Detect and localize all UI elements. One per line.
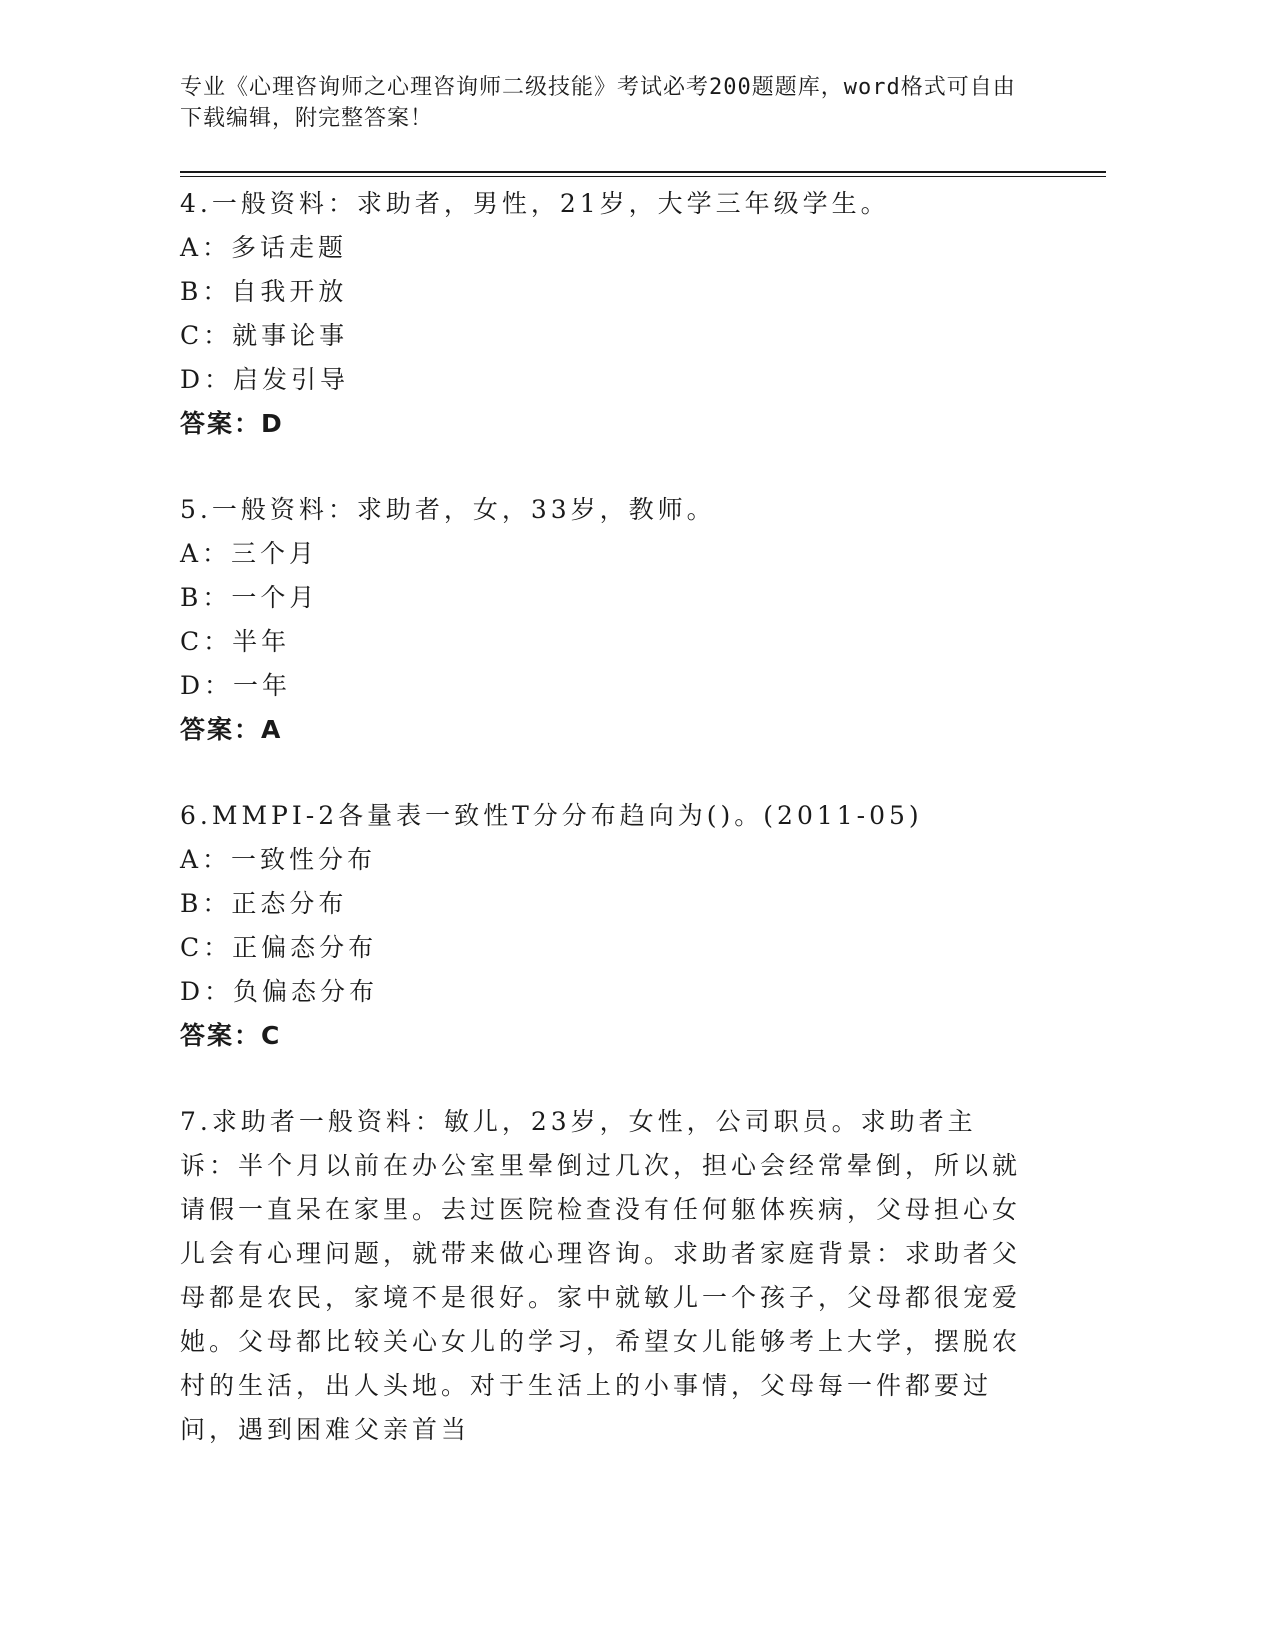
answer-label: 答案： [180, 409, 262, 438]
answer-value: D [261, 409, 284, 438]
question-stem: 6.MMPI-2各量表一致性T分分布趋向为()。(2011-05) [180, 801, 923, 830]
option-a: A：一致性分布 [180, 845, 377, 874]
option-a: A：三个月 [180, 539, 319, 568]
answer-label: 答案： [180, 715, 262, 744]
option-b: B：一个月 [180, 583, 319, 612]
option-d: D：一年 [180, 671, 292, 700]
answer-value: C [261, 1021, 282, 1050]
option-c: C：就事论事 [180, 321, 349, 350]
option-d: D：负偏态分布 [180, 977, 379, 1006]
answer [180, 402, 1030, 446]
question-list [180, 182, 1030, 1494]
question-5 [180, 488, 1030, 752]
header-divider-thick [180, 171, 1106, 173]
option-b: B：自我开放 [180, 277, 348, 306]
option-b: B：正态分布 [180, 889, 348, 918]
option-a: A：多话走题 [180, 233, 348, 262]
question-6 [180, 794, 1030, 1058]
answer [180, 708, 1030, 752]
option-c: C：正偏态分布 [180, 933, 378, 962]
answer-value: A [261, 715, 283, 744]
option-d: D：启发引导 [180, 365, 350, 394]
question-stem: 4.一般资料：求助者，男性，21岁，大学三年级学生。 [180, 189, 890, 218]
answer [180, 1014, 1030, 1058]
question-7 [180, 1100, 1030, 1452]
question-4 [180, 182, 1030, 446]
header-divider-thin [180, 176, 1106, 177]
answer-label: 答案： [180, 1021, 262, 1050]
option-c: C：半年 [180, 627, 291, 656]
question-stem: 7.求助者一般资料：敏儿，23岁，女性，公司职员。求助者主诉：半个月以前在办公室里晕倒过几次，担心会经常晕倒，所以就请假一直呆在家里。去过医院检查没有任何躯体疾病，父母担心女儿会有心理问题，就带来做心理咨询。求助者家庭背景：求助者父母都是农民，家境不是很好。家中就敏儿一个孩子，父母都很宠爱她。父母都比较关心女儿的学习，希望女儿能够考上大学，摆脱农村的生活，出人头地。对于生活上的小事情，父母每一件都要过问，遇到困难父亲首当 [180, 1107, 1022, 1444]
document-header: 专业《心理咨询师之心理咨询师二级技能》考试必考200题题库，word格式可自由下载编辑，附完整答案！ [180, 75, 1016, 131]
question-stem: 5.一般资料：求助者，女，33岁，教师。 [180, 495, 716, 524]
